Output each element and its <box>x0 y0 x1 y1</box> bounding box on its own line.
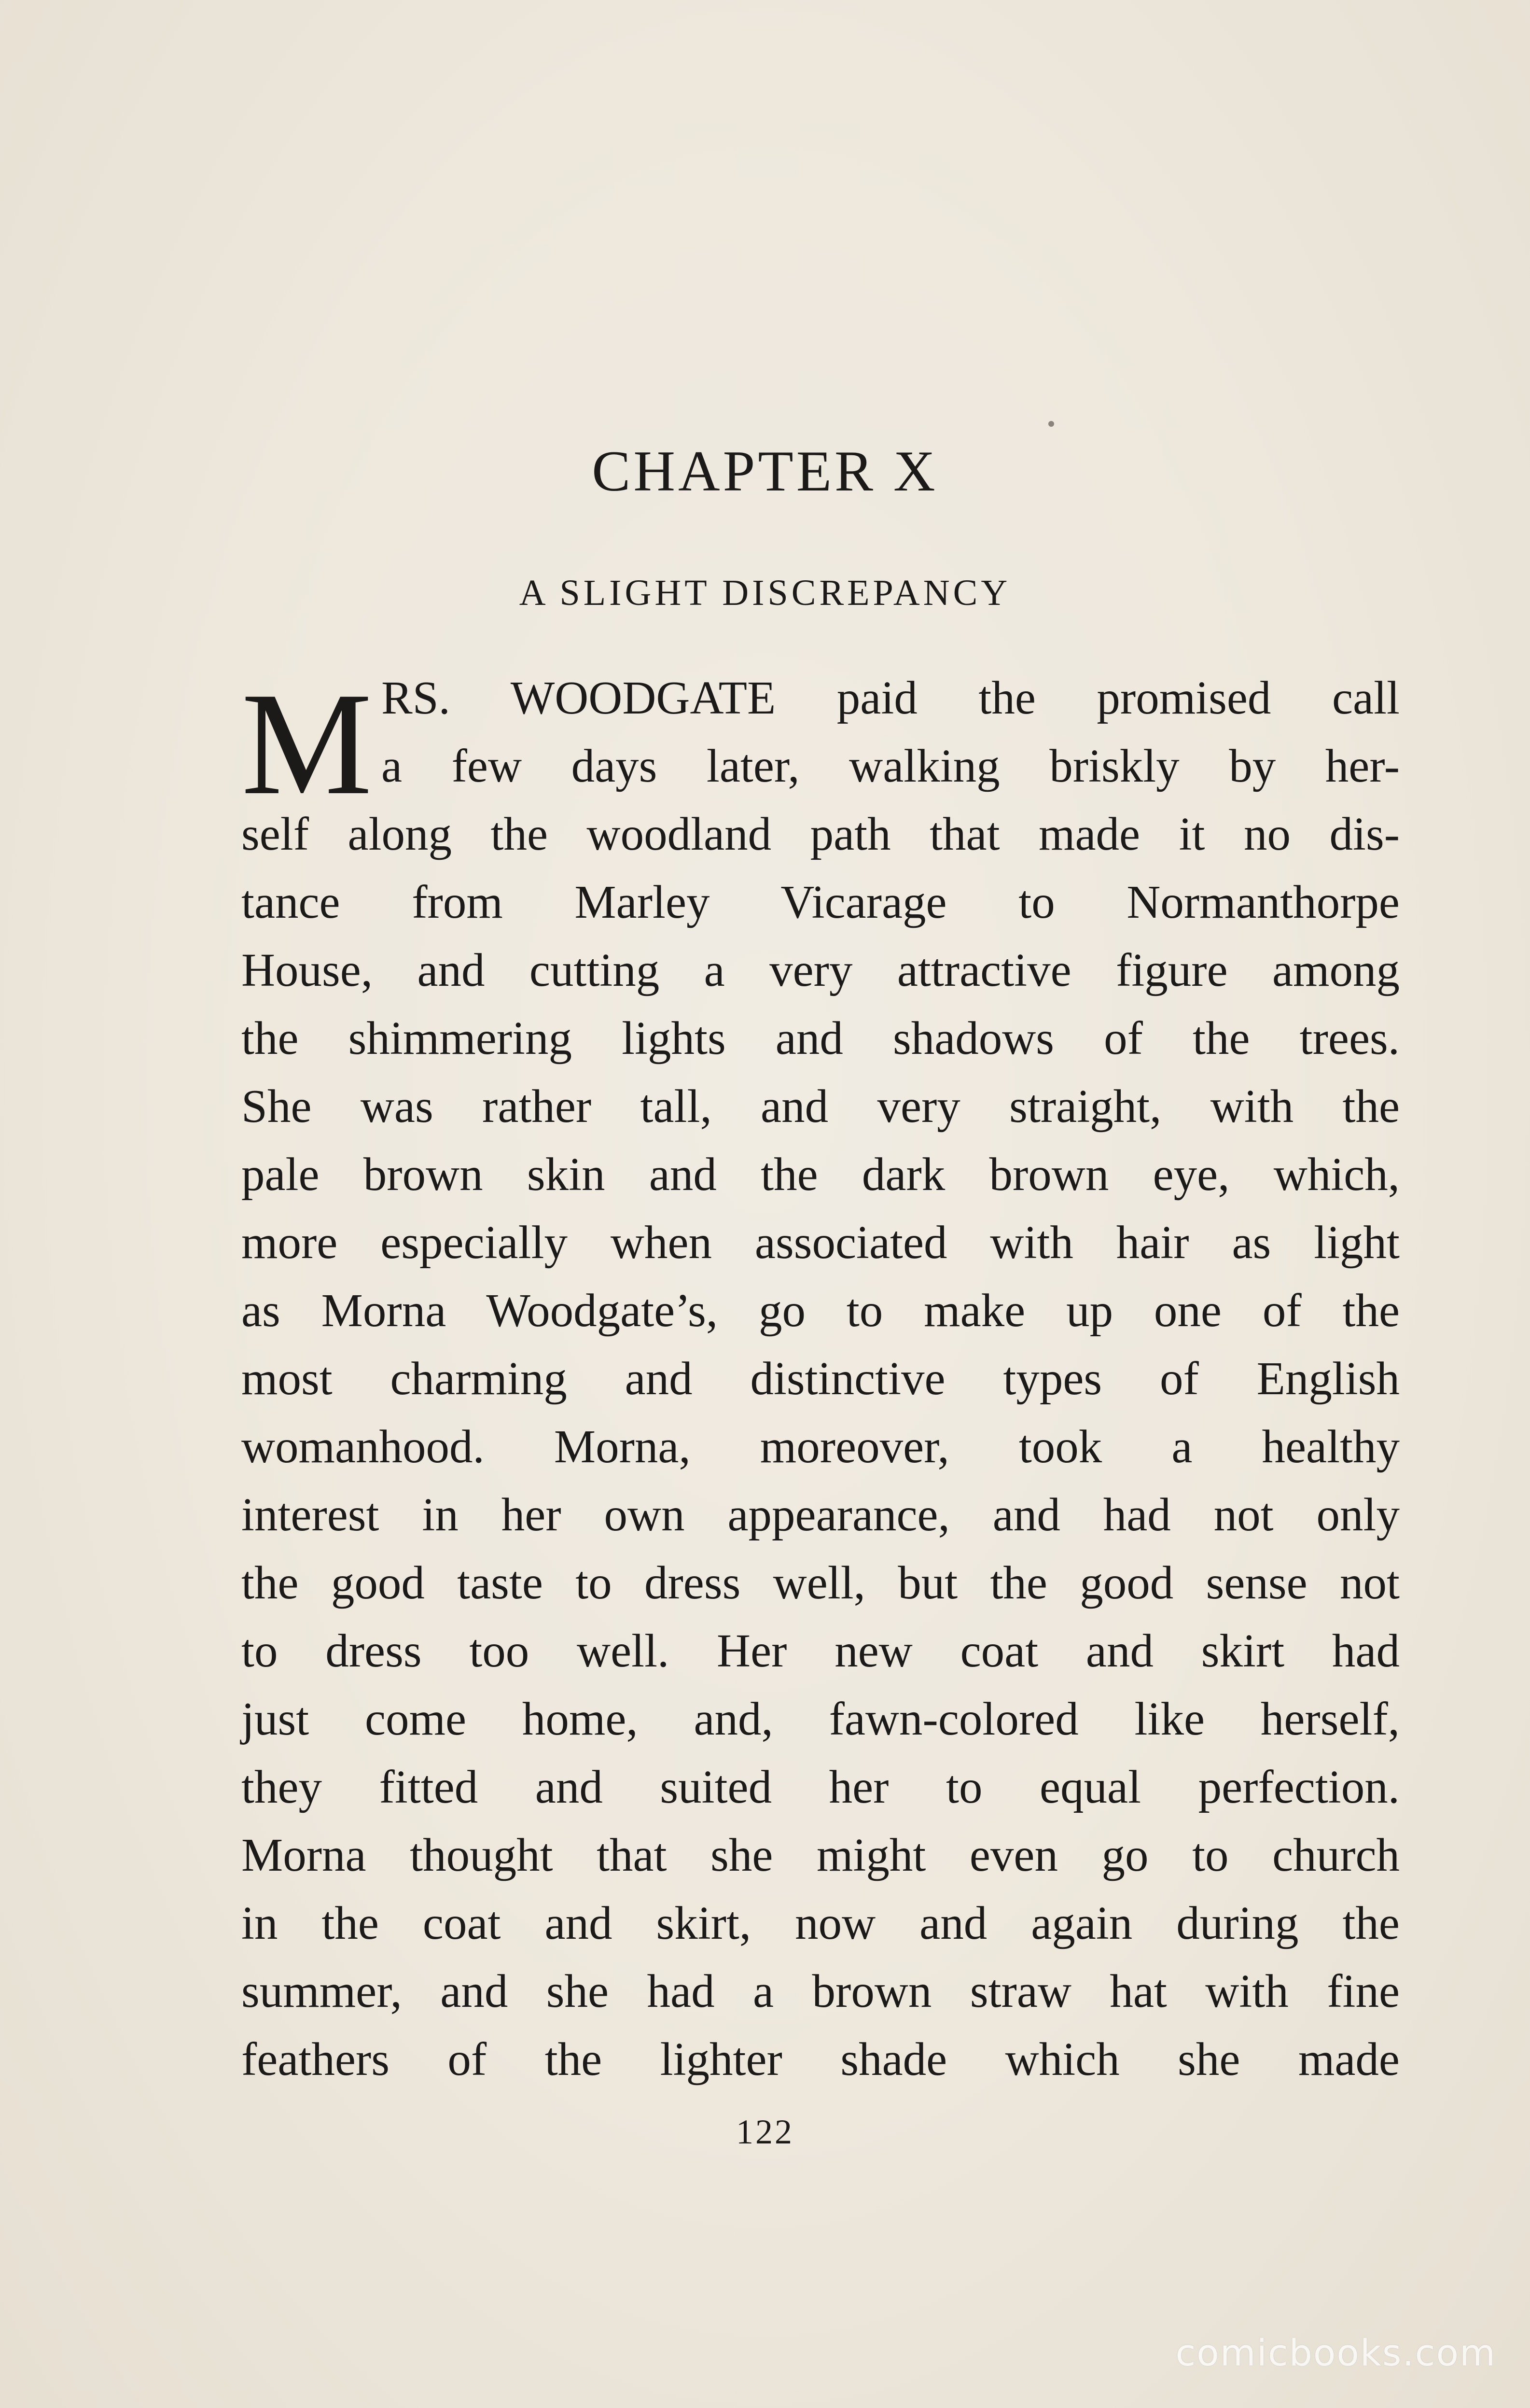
watermark: comicbooks.com <box>1175 2331 1496 2374</box>
text-line: pale brown skin and the dark brown eye, which, <box>241 1148 1400 1200</box>
text-line: She was rather tall, and very straight, with the <box>241 1080 1400 1132</box>
text-line: womanhood. Morna, moreover, took a healthy <box>241 1421 1400 1472</box>
chapter-subtitle: A SLIGHT DISCREPANCY <box>519 573 1011 613</box>
text-line: summer, and she had a brown straw hat with fine <box>241 1965 1400 2017</box>
text-line: House, and cutting a very attractive figure among <box>241 944 1400 996</box>
text-line: tance from Marley Vicarage to Normanthorpe <box>241 876 1400 928</box>
text-line: feathers of the lighter shade which she made <box>241 2033 1400 2085</box>
text-line: RS. WOODGATE paid the promised call <box>381 672 1400 724</box>
chapter-title: CHAPTER X <box>592 439 938 503</box>
chapter-body <box>241 664 1400 2093</box>
text-line: just come home, and, fawn-colored like herself, <box>241 1693 1400 1745</box>
text-line: a few days later, walking briskly by her- <box>381 740 1400 792</box>
drop-cap: M <box>241 662 373 825</box>
text-line: self along the woodland path that made it no dis- <box>241 808 1400 860</box>
text-line: interest in her own appearance, and had not only <box>241 1489 1400 1540</box>
text-line: Morna thought that she might even go to church <box>241 1829 1400 1881</box>
text-line: in the coat and skirt, now and again during the <box>241 1897 1400 1949</box>
text-line: as Morna Woodgate’s, go to make up one of the <box>241 1285 1400 1336</box>
ink-speck <box>1048 421 1054 427</box>
page-number: 122 <box>736 2113 794 2151</box>
text-line: they fitted and suited her to equal perfection. <box>241 1761 1400 1813</box>
text-line: more especially when associated with hair as light <box>241 1217 1400 1268</box>
text-line: the good taste to dress well, but the good sense not <box>241 1557 1400 1609</box>
text-line: to dress too well. Her new coat and skirt had <box>241 1625 1400 1677</box>
text-line: the shimmering lights and shadows of the trees. <box>241 1012 1400 1064</box>
text-line: most charming and distinctive types of English <box>241 1353 1400 1404</box>
